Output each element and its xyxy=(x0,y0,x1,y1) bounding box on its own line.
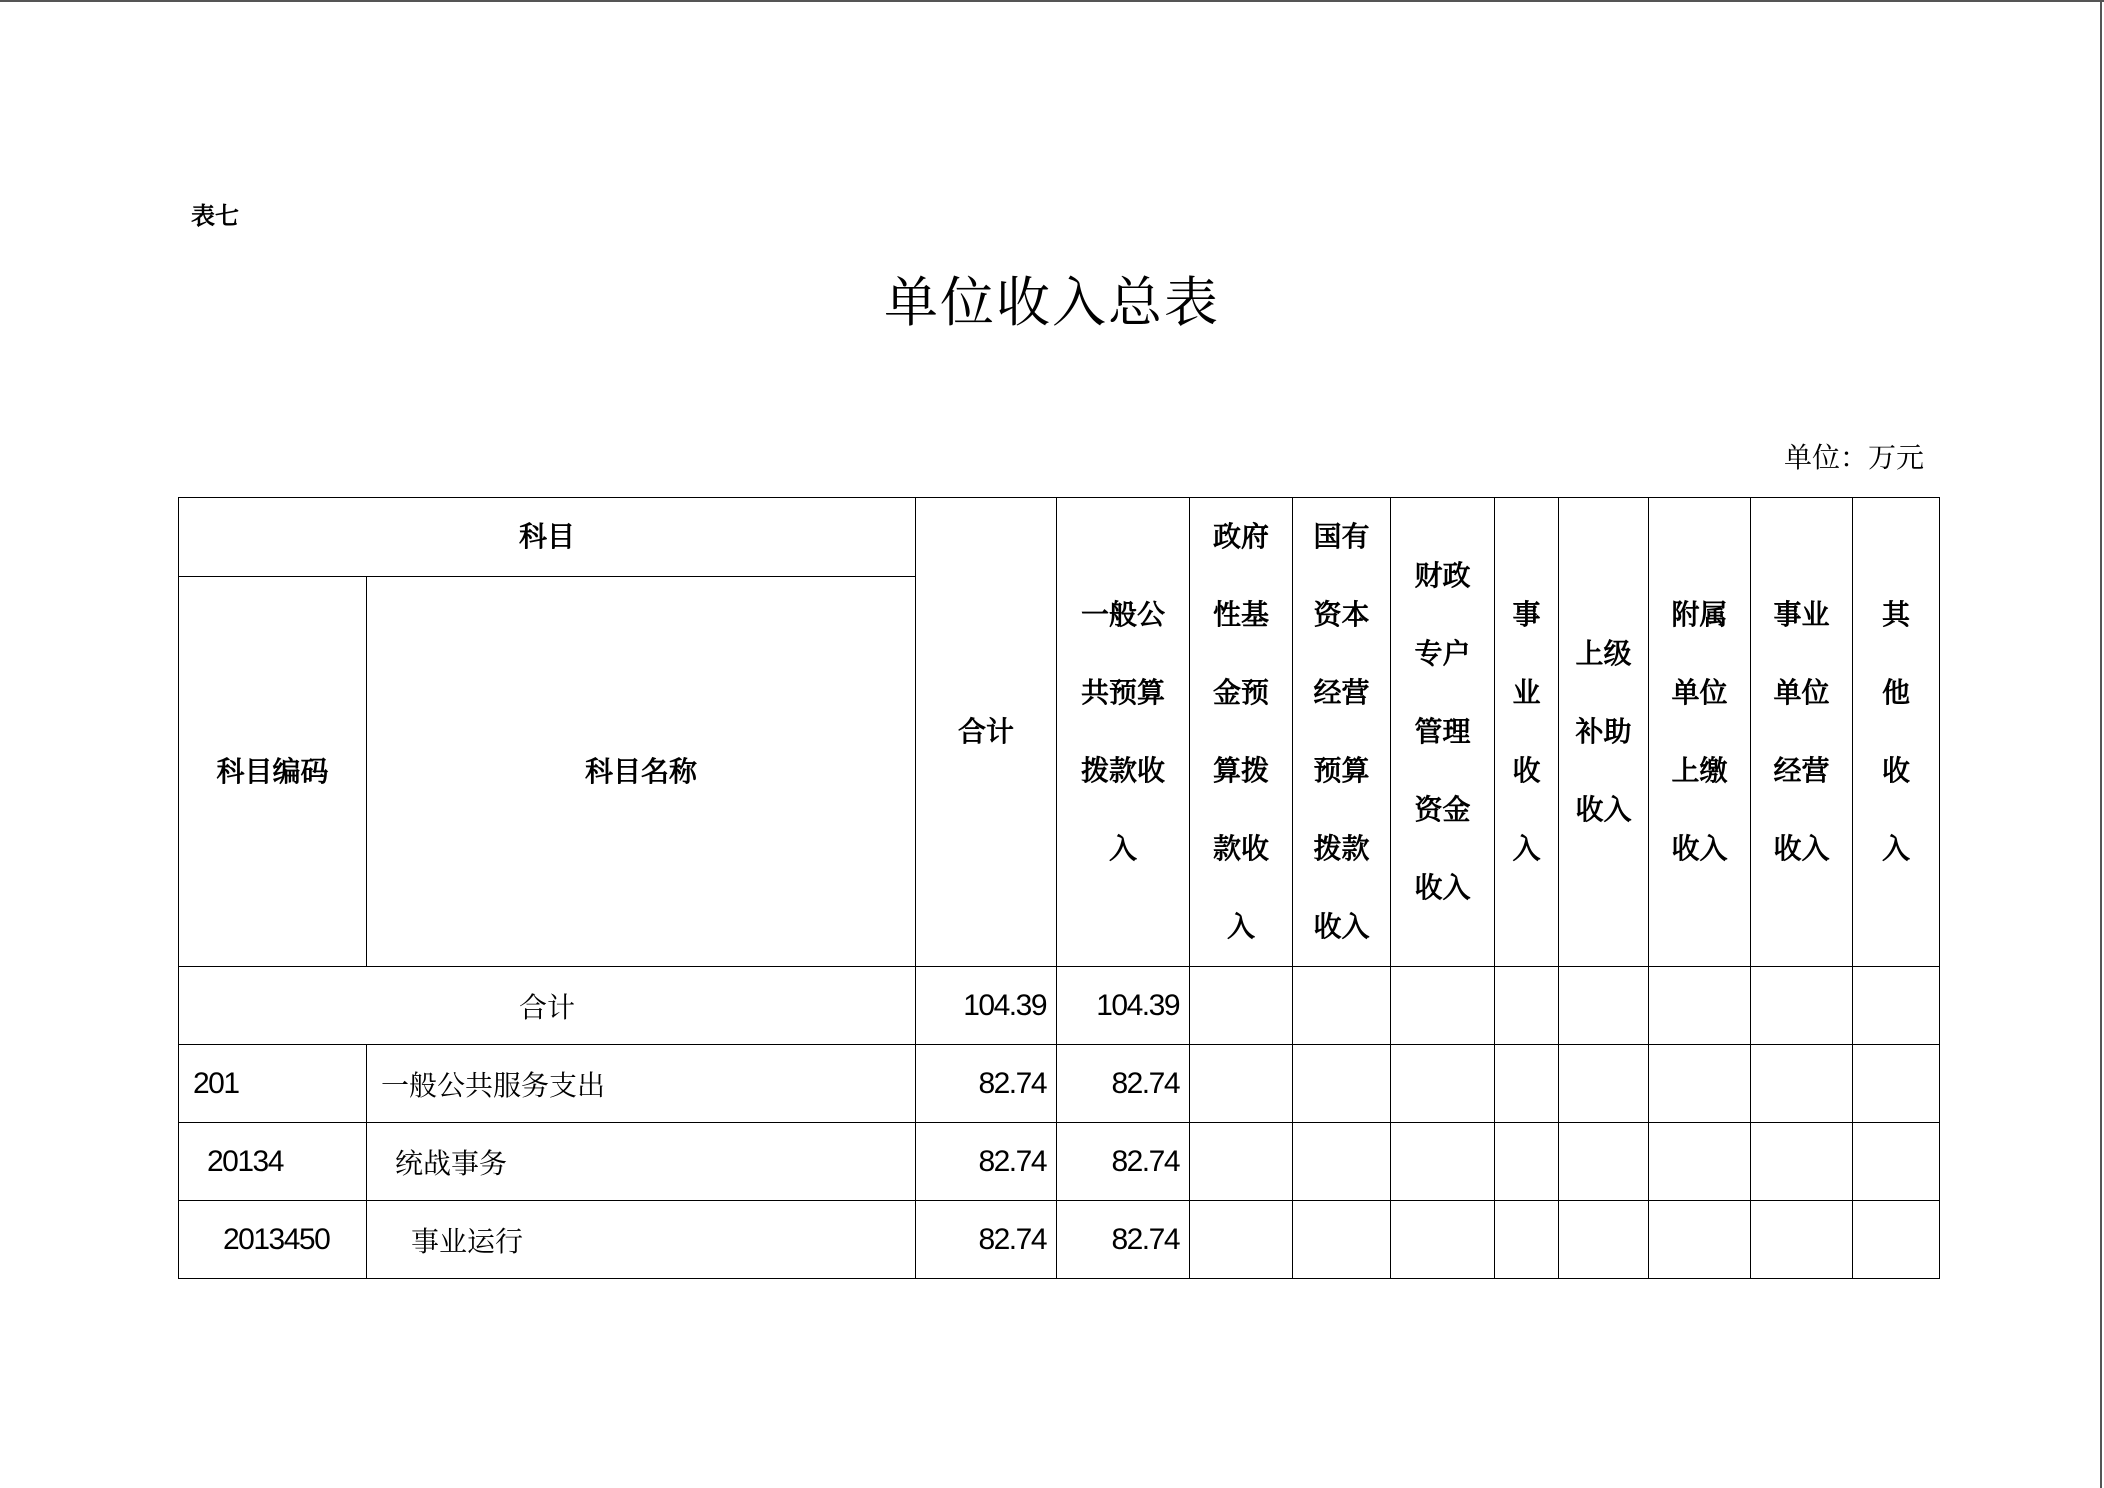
row-name: 事业运行 xyxy=(367,1201,916,1279)
row-value xyxy=(1649,1045,1751,1123)
row-name: 一般公共服务支出 xyxy=(367,1045,916,1123)
table-number: 表七 xyxy=(191,202,239,230)
row-value xyxy=(1751,1045,1853,1123)
row-value xyxy=(1853,1201,1940,1279)
row-code: 201 xyxy=(179,1045,367,1123)
row-value xyxy=(1559,1045,1649,1123)
row-value: 82.74 xyxy=(1057,1045,1190,1123)
header-name: 科目名称 xyxy=(367,577,916,967)
row-value xyxy=(1391,1123,1495,1201)
total-value xyxy=(1649,967,1751,1045)
row-value xyxy=(1853,1045,1940,1123)
row-value: 82.74 xyxy=(1057,1201,1190,1279)
page-title: 单位收入总表 xyxy=(884,271,1220,334)
row-value: 82.74 xyxy=(916,1045,1057,1123)
header-col-7: 附属 单位 上缴 收入 xyxy=(1649,498,1751,967)
row-value: 82.74 xyxy=(916,1123,1057,1201)
row-value xyxy=(1649,1123,1751,1201)
row-value xyxy=(1751,1123,1853,1201)
total-label: 合计 xyxy=(179,967,916,1045)
header-subject: 科目 xyxy=(179,498,916,577)
row-name: 统战事务 xyxy=(367,1123,916,1201)
row-value xyxy=(1559,1201,1649,1279)
header-col-9: 其 他 收 入 xyxy=(1853,498,1940,967)
header-col-2: 政府 性基 金预 算拨 款收 入 xyxy=(1190,498,1293,967)
row-code: 20134 xyxy=(179,1123,367,1201)
header-col-5: 事 业 收 入 xyxy=(1495,498,1559,967)
header-col-8: 事业 单位 经营 收入 xyxy=(1751,498,1853,967)
row-value: 82.74 xyxy=(916,1201,1057,1279)
header-col-6: 上级 补助 收入 xyxy=(1559,498,1649,967)
header-col-0: 合计 xyxy=(916,498,1057,967)
row-value xyxy=(1495,1123,1559,1201)
header-col-1: 一般公 共预算 拨款收 入 xyxy=(1057,498,1190,967)
header-col-3: 国有 资本 经营 预算 拨款 收入 xyxy=(1293,498,1391,967)
row-value xyxy=(1751,1201,1853,1279)
table-row xyxy=(179,1123,1940,1201)
page-top-border xyxy=(0,0,2104,2)
total-value xyxy=(1190,967,1293,1045)
total-value xyxy=(1559,967,1649,1045)
table-row xyxy=(179,1201,1940,1279)
row-value xyxy=(1853,1123,1940,1201)
row-value xyxy=(1190,1123,1293,1201)
total-value xyxy=(1751,967,1853,1045)
total-value: 104.39 xyxy=(1057,967,1190,1045)
total-value xyxy=(1495,967,1559,1045)
row-value: 82.74 xyxy=(1057,1123,1190,1201)
unit-label: 单位：万元 xyxy=(1783,441,1924,474)
row-value xyxy=(1495,1201,1559,1279)
row-value xyxy=(1649,1201,1751,1279)
total-row xyxy=(179,967,1940,1045)
row-value xyxy=(1190,1045,1293,1123)
row-value xyxy=(1293,1123,1391,1201)
row-value xyxy=(1495,1045,1559,1123)
total-value xyxy=(1853,967,1940,1045)
page-right-border xyxy=(2100,0,2102,1488)
row-code: 2013450 xyxy=(179,1201,367,1279)
income-summary-table xyxy=(178,497,1940,1279)
header-code: 科目编码 xyxy=(179,577,367,967)
row-value xyxy=(1293,1201,1391,1279)
total-value xyxy=(1293,967,1391,1045)
total-value xyxy=(1391,967,1495,1045)
row-value xyxy=(1190,1201,1293,1279)
header-col-4: 财政 专户 管理 资金 收入 xyxy=(1391,498,1495,967)
header-row-1 xyxy=(179,498,1940,577)
table-row xyxy=(179,1045,1940,1123)
row-value xyxy=(1293,1045,1391,1123)
row-value xyxy=(1391,1045,1495,1123)
row-value xyxy=(1559,1123,1649,1201)
total-value: 104.39 xyxy=(916,967,1057,1045)
row-value xyxy=(1391,1201,1495,1279)
